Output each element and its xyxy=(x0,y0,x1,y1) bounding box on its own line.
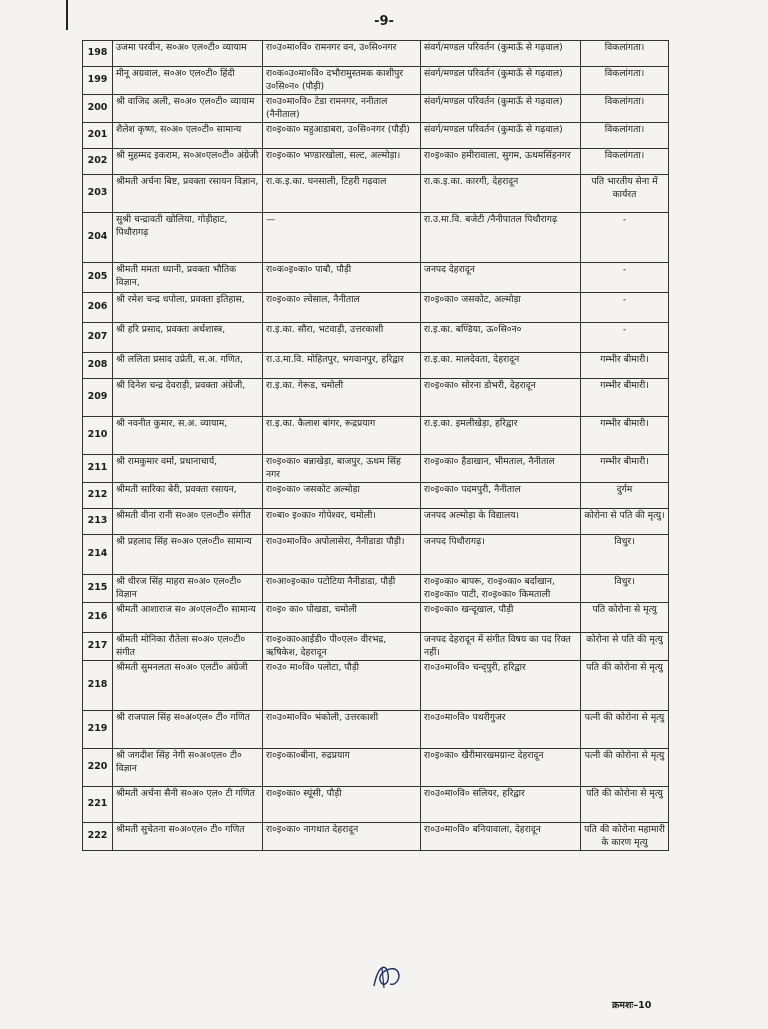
row-name: श्री धीरज सिंह माहरा स०अ० एल०टी० विज्ञान xyxy=(113,575,263,603)
table-row xyxy=(83,353,669,379)
row-reason: पत्नी की कोरोना से मृत्यु xyxy=(581,749,669,787)
row-requested-posting: संवर्ग/मण्डल परिवर्तन (कुमाऊँ से गढ़वाल) xyxy=(421,95,581,123)
table-row xyxy=(83,213,669,263)
row-current-posting: रा०क०उ०मा०वि० दभौरामुस्तमक काशीपुर उ०सि०न० (पौड़ी) xyxy=(263,67,421,95)
table-row xyxy=(83,379,669,417)
row-name: श्री रामकुमार वर्मा, प्रधानाचार्य, xyxy=(113,455,263,483)
row-requested-posting: रा०इ०का० जसकोट, अल्मोड़ा xyxy=(421,293,581,323)
row-reason: - xyxy=(581,293,669,323)
row-current-posting: रा.इ.का. सौरा, भटवाड़ी, उत्तरकाशी xyxy=(263,323,421,353)
row-current-posting: रा०इ०का०आईडी० पी०एल० वीरभद्र, ऋषिकेश, देहरादून xyxy=(263,633,421,661)
row-requested-posting: रा०इ०का० पदमपुरी, नैनीताल xyxy=(421,483,581,509)
row-current-posting: रा.क.इ.का. घनसाली, टिहरी गढ़वाल xyxy=(263,175,421,213)
row-current-posting: रा०इ०का० नागथात देहरादून xyxy=(263,823,421,851)
table-row xyxy=(83,823,669,851)
row-requested-posting: रा०उ०मा०वि० पथरीगुजर xyxy=(421,711,581,749)
row-requested-posting: रा०इ०का० खन्दूखाल, पौड़ी xyxy=(421,603,581,633)
row-serial-number: 199 xyxy=(83,67,113,95)
row-reason: गम्भीर बीमारी। xyxy=(581,379,669,417)
row-serial-number: 212 xyxy=(83,483,113,509)
row-reason: गम्भीर बीमारी। xyxy=(581,353,669,379)
table-row xyxy=(83,455,669,483)
row-serial-number: 209 xyxy=(83,379,113,417)
row-requested-posting: जनपद देहरादून xyxy=(421,263,581,293)
row-current-posting: रा०आ०इ०का० पटोटिया नैनीडाडा, पौड़ी xyxy=(263,575,421,603)
row-current-posting: रा.इ.का. कैलाश बांगर, रूद्रप्रयाग xyxy=(263,417,421,455)
row-serial-number: 207 xyxy=(83,323,113,353)
transfer-table xyxy=(82,40,669,851)
row-name: श्री ललिता प्रसाद उप्रेती, स.अ. गणित, xyxy=(113,353,263,379)
row-reason: - xyxy=(581,263,669,293)
row-requested-posting: जनपद पिथौरागढ़। xyxy=(421,535,581,575)
row-name: श्री दिनेश चन्द्र देवराड़ी, प्रवक्ता अंग्रेजी, xyxy=(113,379,263,417)
table-row xyxy=(83,787,669,823)
row-requested-posting: जनपद अल्मोड़ा के विद्यालय। xyxy=(421,509,581,535)
table-row xyxy=(83,535,669,575)
row-requested-posting: संवर्ग/मण्डल परिवर्तन (कुमाऊँ से गढ़वाल) xyxy=(421,123,581,149)
row-reason: पत्नी की कोरोना से मृत्यु xyxy=(581,711,669,749)
row-current-posting: रा०इ०का० महुआडाबरा, उ०सि०नगर (पौड़ी) xyxy=(263,123,421,149)
table-row xyxy=(83,95,669,123)
row-name: श्री हरि प्रसाद, प्रवक्ता अर्थशास्त्र, xyxy=(113,323,263,353)
row-current-posting: रा.उ.मा.वि. मोहितपुर, भगवानपुर, हरिद्वार xyxy=(263,353,421,379)
row-requested-posting: रा०इ०का० बापरू, रा०इ०का० बर्दाखान, रा०इ०का० पाटी, रा०इ०का० किमताली xyxy=(421,575,581,603)
row-name: श्रीमती ममता ध्यानी, प्रवक्ता भौतिक विज्ञान, xyxy=(113,263,263,293)
row-current-posting: रा०इ०का० जसकोट अल्मोड़ा xyxy=(263,483,421,509)
row-name: श्रीमती मोनिका रौतेला स०अ० एल०टी० संगीत xyxy=(113,633,263,661)
row-serial-number: 221 xyxy=(83,787,113,823)
row-name: श्री मुहम्मद इकराम, स०अ०एल०टी० अंग्रेजी xyxy=(113,149,263,175)
row-name: सुश्री चन्द्रावती खोलिया, गोड़ीहाट, पिथौरागढ़ xyxy=(113,213,263,263)
row-requested-posting: रा०उ०मा०वि० सलियर, हरिद्वार xyxy=(421,787,581,823)
row-name: श्री राजपाल सिंह स०अ०एल० टी० गणित xyxy=(113,711,263,749)
table-row xyxy=(83,575,669,603)
table-row xyxy=(83,175,669,213)
row-current-posting: रा०इ०का० भण्डारखोला, सल्ट, अल्मोड़ा। xyxy=(263,149,421,175)
row-current-posting: रा०क०इ०का० पाबौ, पौड़ी xyxy=(263,263,421,293)
row-serial-number: 220 xyxy=(83,749,113,787)
row-serial-number: 215 xyxy=(83,575,113,603)
row-serial-number: 200 xyxy=(83,95,113,123)
row-serial-number: 202 xyxy=(83,149,113,175)
row-requested-posting: रा.इ.का. इमलीखेड़ा, हरिद्वार xyxy=(421,417,581,455)
row-name: श्रीमती आशाराज स० अ०एल०टी० सामान्य xyxy=(113,603,263,633)
row-current-posting: रा०इ०का० स्यूंसी, पौड़ी xyxy=(263,787,421,823)
row-serial-number: 222 xyxy=(83,823,113,851)
table-row xyxy=(83,483,669,509)
row-requested-posting: रा.क.इ.का. कारगी, देहरादून xyxy=(421,175,581,213)
row-current-posting: रा०बा० इ०का० गोपेश्वर, चमोली। xyxy=(263,509,421,535)
row-reason: विधुर। xyxy=(581,575,669,603)
row-reason: विकलांगता। xyxy=(581,67,669,95)
table-row xyxy=(83,417,669,455)
row-serial-number: 216 xyxy=(83,603,113,633)
row-current-posting: रा०इ०का०बीना, रुद्रप्रयाग xyxy=(263,749,421,787)
row-serial-number: 219 xyxy=(83,711,113,749)
row-serial-number: 206 xyxy=(83,293,113,323)
row-current-posting: — xyxy=(263,213,421,263)
row-current-posting: रा०उ०मा०वि० टेडा रामनगर, ननीताल (नैनीताल) xyxy=(263,95,421,123)
row-reason: कोरोना से पति की मृत्यु। xyxy=(581,509,669,535)
row-requested-posting: रा०उ०मा०वि० बनियावाला, देहरादून xyxy=(421,823,581,851)
row-serial-number: 201 xyxy=(83,123,113,149)
row-name: श्री जगदीश सिंह नेगी स०अ०एल० टी० विज्ञान xyxy=(113,749,263,787)
row-reason: विकलांगता। xyxy=(581,149,669,175)
row-current-posting: रा.इ.का. गेरूड, चमोली xyxy=(263,379,421,417)
table-row xyxy=(83,509,669,535)
row-name: शैलेश कृष्ण, स०अ० एल०टी० सामान्य xyxy=(113,123,263,149)
row-requested-posting: संवर्ग/मण्डल परिवर्तन (कुमाऊँ से गढ़वाल) xyxy=(421,41,581,67)
row-serial-number: 213 xyxy=(83,509,113,535)
table-row xyxy=(83,633,669,661)
row-requested-posting: रा०उ०मा०वि० चन्द्पुरी, हरिद्वार xyxy=(421,661,581,711)
row-reason: विधुर। xyxy=(581,535,669,575)
row-current-posting: रा०उ०मा०वि० अपोलासेरा, नैनीडाडा पौड़ी। xyxy=(263,535,421,575)
row-requested-posting: संवर्ग/मण्डल परिवर्तन (कुमाऊँ से गढ़वाल) xyxy=(421,67,581,95)
row-current-posting: रा०उ०मा०वि० भंकोली, उत्तरकाशी xyxy=(263,711,421,749)
row-serial-number: 210 xyxy=(83,417,113,455)
row-reason: विकलांगता। xyxy=(581,95,669,123)
row-reason: विकलांगता। xyxy=(581,41,669,67)
row-name: श्री वाजिद अली, स०अ० एल०टी० व्यायाम xyxy=(113,95,263,123)
row-serial-number: 203 xyxy=(83,175,113,213)
row-requested-posting: जनपद देहरादून में संगीत विषय का पद रिक्त नहीं। xyxy=(421,633,581,661)
row-requested-posting: रा.इ.का. मालदेवता, देहरादून xyxy=(421,353,581,379)
row-name: श्रीमती वीना रानी स०अ० एल०टी० संगीत xyxy=(113,509,263,535)
table-row xyxy=(83,149,669,175)
table-row xyxy=(83,123,669,149)
row-reason: गम्भीर बीमारी। xyxy=(581,417,669,455)
signature-mark xyxy=(368,958,408,992)
row-name: श्रीमती अर्चना सैनी स०अ० एल० टी गणित xyxy=(113,787,263,823)
row-serial-number: 198 xyxy=(83,41,113,67)
row-current-posting: रा०उ०मा०वि० रामनगर वन, उ०सि०नगर xyxy=(263,41,421,67)
row-reason: पति कोरोना से मृत्यु xyxy=(581,603,669,633)
row-reason: विकलांगता। xyxy=(581,123,669,149)
row-requested-posting: रा०इ०का० खैरीमारखमग्रान्ट देहरादून xyxy=(421,749,581,787)
row-requested-posting: रा०इ०का० हमीरावाला, सुगम, ऊधमसिंहनगर xyxy=(421,149,581,175)
row-reason: पति की कोरोना महामारी के कारण मृत्यु xyxy=(581,823,669,851)
row-name: उजमा परवीन, स०अ० एल०टी० व्यायाम xyxy=(113,41,263,67)
table-row xyxy=(83,323,669,353)
row-reason: पति की कोरोना से मृत्यु xyxy=(581,787,669,823)
table-row xyxy=(83,263,669,293)
row-name: श्रीमती सारिका बेरी, प्रवक्ता रसायन, xyxy=(113,483,263,509)
table-row xyxy=(83,293,669,323)
table-row xyxy=(83,603,669,633)
page-number: -9- xyxy=(374,14,394,29)
table-row xyxy=(83,661,669,711)
row-requested-posting: रा०इ०का० सोरना डोभरी, देहरादून xyxy=(421,379,581,417)
row-serial-number: 218 xyxy=(83,661,113,711)
row-current-posting: रा०उ० मा०वि० पलोटा, पौड़ी xyxy=(263,661,421,711)
row-reason: - xyxy=(581,213,669,263)
row-reason: गम्भीर बीमारी। xyxy=(581,455,669,483)
row-reason: पति भारतीय सेना में कार्यरत xyxy=(581,175,669,213)
row-requested-posting: रा०इ०का० हैडाखान, भीमताल, नैनीताल xyxy=(421,455,581,483)
row-serial-number: 208 xyxy=(83,353,113,379)
row-name: श्रीमती सुचेतना स०अ०एल० टी० गणित xyxy=(113,823,263,851)
continued-label: क्रमशः–10 xyxy=(612,1000,652,1011)
row-serial-number: 211 xyxy=(83,455,113,483)
row-name: श्रीमती अर्चना बिष्ट, प्रवक्ता रसायन विज्ञान, xyxy=(113,175,263,213)
row-reason: कोरोना से पति की मृत्यु xyxy=(581,633,669,661)
row-reason: दुर्गम xyxy=(581,483,669,509)
row-name: श्री रमेश चन्द्र धपोला, प्रवक्ता इतिहास, xyxy=(113,293,263,323)
table-row xyxy=(83,67,669,95)
row-name: श्री नवनीत कुमार, स.अ. व्यायाम, xyxy=(113,417,263,455)
row-serial-number: 204 xyxy=(83,213,113,263)
row-requested-posting: रा.इ.का. बण्डिया, ऊ०सि०न० xyxy=(421,323,581,353)
row-serial-number: 217 xyxy=(83,633,113,661)
row-reason: पति की कोरोना से मृत्यु xyxy=(581,661,669,711)
table-row xyxy=(83,41,669,67)
row-serial-number: 205 xyxy=(83,263,113,293)
row-reason: - xyxy=(581,323,669,353)
row-current-posting: रा०इ०का० बन्नाखेड़ा, बाजपुर, ऊधम सिंह नगर xyxy=(263,455,421,483)
row-current-posting: रा०इ०का० ल्वेसाल, नैनीताल xyxy=(263,293,421,323)
row-requested-posting: रा.उ.मा.वि. बजेटी /नैनीपातल पिथौरागढ़ xyxy=(421,213,581,263)
row-name: श्री प्रहलाद सिंह स०अ० एल०टी० सामान्य xyxy=(113,535,263,575)
row-current-posting: रा०इ० का० पोखडा, चमोली xyxy=(263,603,421,633)
row-serial-number: 214 xyxy=(83,535,113,575)
table-row xyxy=(83,749,669,787)
row-name: मीनू अग्रवाल, स०अ० एल०टी० हिंदी xyxy=(113,67,263,95)
row-name: श्रीमती सुमनलता स०अ० एलटी० अंग्रेजी xyxy=(113,661,263,711)
table-row xyxy=(83,711,669,749)
